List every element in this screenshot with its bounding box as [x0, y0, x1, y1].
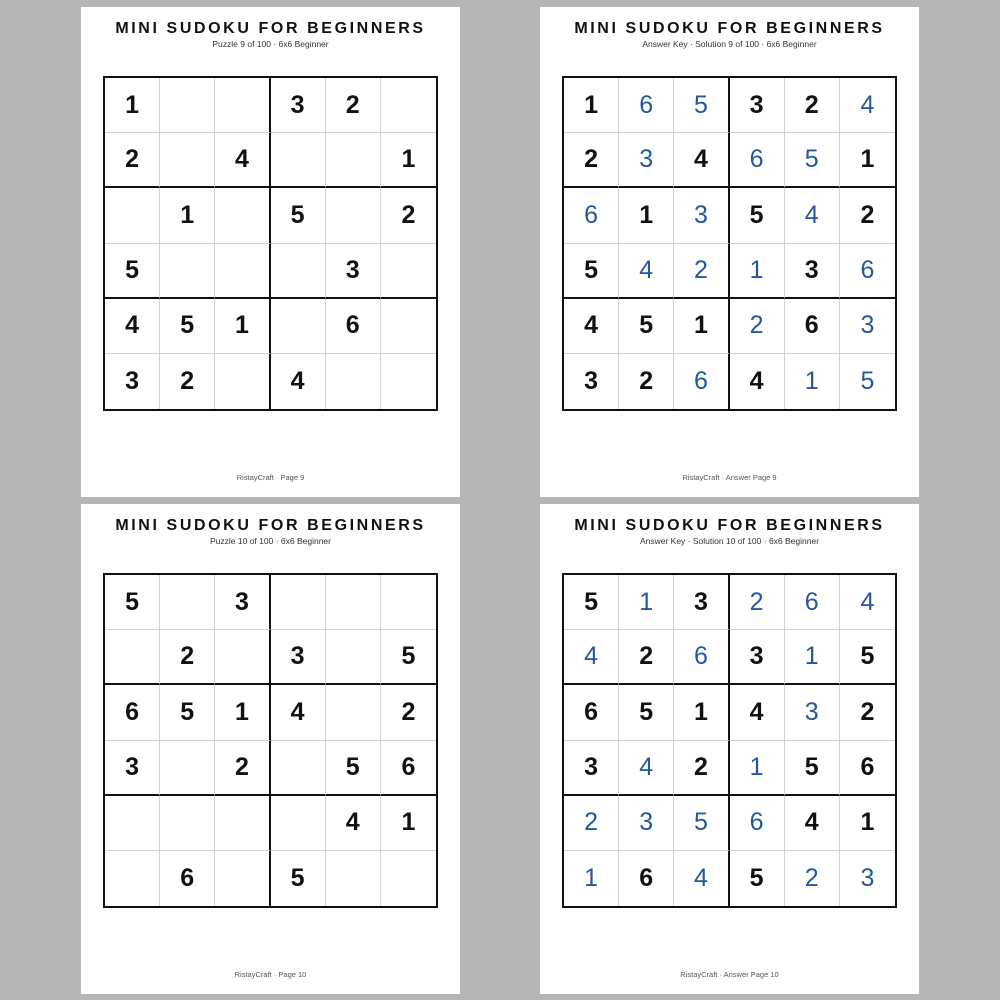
page-subtitle: Answer Key · Solution 10 of 100 · 6x6 Beginner — [639, 536, 820, 546]
grid-cell: 6 — [674, 354, 729, 409]
grid-cell: 4 — [730, 354, 785, 409]
grid-cell: 6 — [564, 685, 619, 740]
grid-cell: 2 — [564, 796, 619, 851]
grid-cell: 3 — [215, 575, 270, 630]
grid-cell: 1 — [840, 133, 895, 188]
grid-cell: 3 — [105, 741, 160, 796]
grid-cell: 1 — [674, 685, 729, 740]
grid-cell: 1 — [785, 630, 840, 685]
grid-cell: 2 — [381, 685, 436, 740]
grid-cell: 5 — [785, 133, 840, 188]
grid-cell: 3 — [840, 299, 895, 354]
grid-cell — [271, 575, 326, 630]
grid-cell — [271, 299, 326, 354]
grid-cell: 4 — [840, 78, 895, 133]
grid-cell: 6 — [674, 630, 729, 685]
grid-cell: 6 — [105, 685, 160, 740]
grid-cell: 2 — [619, 630, 674, 685]
grid-cell: 6 — [785, 299, 840, 354]
grid-cell: 5 — [160, 299, 215, 354]
grid-cell: 4 — [730, 685, 785, 740]
grid-cell: 1 — [160, 188, 215, 243]
grid-cell: 1 — [381, 796, 436, 851]
grid-cell: 6 — [160, 851, 215, 906]
puzzle-page-10 — [81, 504, 460, 994]
grid-cell: 5 — [619, 685, 674, 740]
grid-cell: 3 — [730, 78, 785, 133]
grid-cell: 1 — [730, 741, 785, 796]
grid-cell: 6 — [564, 188, 619, 243]
grid-cell: 6 — [381, 741, 436, 796]
grid-cell — [271, 244, 326, 299]
grid-cell — [326, 851, 381, 906]
grid-cell: 3 — [785, 685, 840, 740]
sudoku-grid — [562, 573, 897, 908]
grid-cell: 5 — [105, 244, 160, 299]
page-title: MINI SUDOKU FOR BEGINNERS — [574, 517, 885, 534]
grid-cell: 2 — [160, 630, 215, 685]
grid-cell: 4 — [785, 796, 840, 851]
grid-cell — [215, 796, 270, 851]
grid-cell: 2 — [160, 354, 215, 409]
grid-cell: 6 — [840, 244, 895, 299]
grid-cell: 1 — [564, 851, 619, 906]
grid-cell: 4 — [619, 244, 674, 299]
grid-cell: 1 — [564, 78, 619, 133]
grid-cell: 3 — [619, 133, 674, 188]
answer-page-9 — [540, 7, 919, 497]
grid-cell — [271, 741, 326, 796]
grid-cell: 5 — [619, 299, 674, 354]
grid-cell — [381, 851, 436, 906]
grid-cell: 5 — [105, 575, 160, 630]
grid-cell: 1 — [840, 796, 895, 851]
grid-cell: 3 — [674, 188, 729, 243]
grid-cell: 3 — [271, 78, 326, 133]
page-subtitle: Puzzle 10 of 100 · 6x6 Beginner — [210, 536, 331, 546]
page-footer: RistayCraft · Answer Page 9 — [682, 473, 777, 482]
grid-cell — [215, 78, 270, 133]
grid-cell: 1 — [619, 575, 674, 630]
grid-cell — [215, 851, 270, 906]
grid-cell: 5 — [271, 851, 326, 906]
grid-cell — [160, 741, 215, 796]
grid-cell: 2 — [215, 741, 270, 796]
grid-cell: 2 — [730, 299, 785, 354]
grid-cell — [381, 244, 436, 299]
grid-cell — [105, 188, 160, 243]
grid-cell: 3 — [564, 354, 619, 409]
grid-cell: 5 — [840, 630, 895, 685]
grid-cell — [215, 630, 270, 685]
grid-cell: 1 — [381, 133, 436, 188]
grid-cell — [215, 354, 270, 409]
grid-cell — [326, 133, 381, 188]
grid-cell: 5 — [326, 741, 381, 796]
grid-cell: 5 — [730, 188, 785, 243]
grid-cell: 3 — [105, 354, 160, 409]
grid-cell: 2 — [564, 133, 619, 188]
grid-cell: 2 — [326, 78, 381, 133]
grid-cell — [160, 796, 215, 851]
page-title: MINI SUDOKU FOR BEGINNERS — [574, 20, 885, 37]
grid-cell: 6 — [840, 741, 895, 796]
grid-cell: 3 — [564, 741, 619, 796]
grid-cell: 5 — [381, 630, 436, 685]
grid-cell — [105, 851, 160, 906]
grid-cell: 2 — [674, 741, 729, 796]
grid-cell: 5 — [674, 78, 729, 133]
grid-cell: 4 — [619, 741, 674, 796]
grid-cell: 6 — [619, 78, 674, 133]
grid-cell: 5 — [271, 188, 326, 243]
grid-cell: 6 — [730, 133, 785, 188]
grid-cell — [271, 133, 326, 188]
grid-cell: 4 — [840, 575, 895, 630]
grid-cell: 4 — [105, 299, 160, 354]
grid-cell — [326, 685, 381, 740]
grid-cell: 1 — [619, 188, 674, 243]
grid-cell: 2 — [381, 188, 436, 243]
grid-cell: 6 — [326, 299, 381, 354]
page-footer: RistayCraft · Page 9 — [236, 473, 305, 482]
grid-cell — [381, 299, 436, 354]
grid-cell: 4 — [674, 133, 729, 188]
grid-cell — [160, 244, 215, 299]
grid-cell — [381, 78, 436, 133]
grid-cell — [326, 354, 381, 409]
page-title: MINI SUDOKU FOR BEGINNERS — [115, 517, 426, 534]
grid-cell — [160, 78, 215, 133]
page-subtitle: Puzzle 9 of 100 · 6x6 Beginner — [212, 39, 329, 49]
grid-cell: 6 — [785, 575, 840, 630]
grid-cell: 5 — [674, 796, 729, 851]
grid-cell: 2 — [785, 78, 840, 133]
grid-cell: 5 — [564, 575, 619, 630]
grid-cell: 4 — [271, 685, 326, 740]
grid-cell — [160, 575, 215, 630]
grid-cell: 1 — [215, 685, 270, 740]
grid-cell: 6 — [730, 796, 785, 851]
grid-cell: 2 — [840, 685, 895, 740]
grid-cell: 2 — [730, 575, 785, 630]
grid-cell — [381, 354, 436, 409]
grid-cell: 5 — [564, 244, 619, 299]
grid-cell: 4 — [215, 133, 270, 188]
grid-cell: 2 — [785, 851, 840, 906]
grid-cell — [326, 575, 381, 630]
grid-cell — [215, 244, 270, 299]
page-footer: RistayCraft · Page 10 — [234, 970, 307, 979]
grid-cell: 1 — [105, 78, 160, 133]
grid-cell: 3 — [619, 796, 674, 851]
grid-cell: 1 — [674, 299, 729, 354]
grid-cell: 4 — [564, 630, 619, 685]
grid-cell: 1 — [215, 299, 270, 354]
grid-cell: 2 — [674, 244, 729, 299]
grid-cell: 3 — [326, 244, 381, 299]
grid-cell: 3 — [271, 630, 326, 685]
puzzle-page-9 — [81, 7, 460, 497]
grid-cell — [326, 188, 381, 243]
grid-cell — [271, 796, 326, 851]
sudoku-grid — [562, 76, 897, 411]
page-footer: RistayCraft · Answer Page 10 — [680, 970, 779, 979]
grid-cell: 3 — [860, 863, 875, 892]
grid-cell: 5 — [160, 685, 215, 740]
grid-cell: 3 — [785, 244, 840, 299]
grid-cell: 6 — [619, 851, 674, 906]
grid-cell: 4 — [564, 299, 619, 354]
grid-cell: 1 — [785, 354, 840, 409]
grid-cell — [105, 630, 160, 685]
grid-cell: 2 — [619, 354, 674, 409]
grid-cell: 2 — [105, 133, 160, 188]
grid-cell: 4 — [271, 354, 326, 409]
grid-cell: 3 — [674, 575, 729, 630]
grid-cell — [105, 796, 160, 851]
grid-cell: 2 — [840, 188, 895, 243]
page-subtitle: Answer Key · Solution 9 of 100 · 6x6 Beginner — [642, 39, 817, 49]
sudoku-grid — [103, 76, 438, 411]
grid-cell — [381, 575, 436, 630]
grid-cell: 5 — [860, 366, 875, 395]
answer-page-10 — [540, 504, 919, 994]
grid-cell — [215, 188, 270, 243]
grid-cell — [326, 630, 381, 685]
grid-cell: 4 — [326, 796, 381, 851]
grid-cell — [160, 133, 215, 188]
grid-cell: 3 — [730, 630, 785, 685]
grid-cell: 5 — [730, 851, 785, 906]
grid-cell: 4 — [785, 188, 840, 243]
grid-cell: 5 — [785, 741, 840, 796]
grid-cell: 1 — [730, 244, 785, 299]
sudoku-grid — [103, 573, 438, 908]
grid-cell: 4 — [674, 851, 729, 906]
page-title: MINI SUDOKU FOR BEGINNERS — [115, 20, 426, 37]
